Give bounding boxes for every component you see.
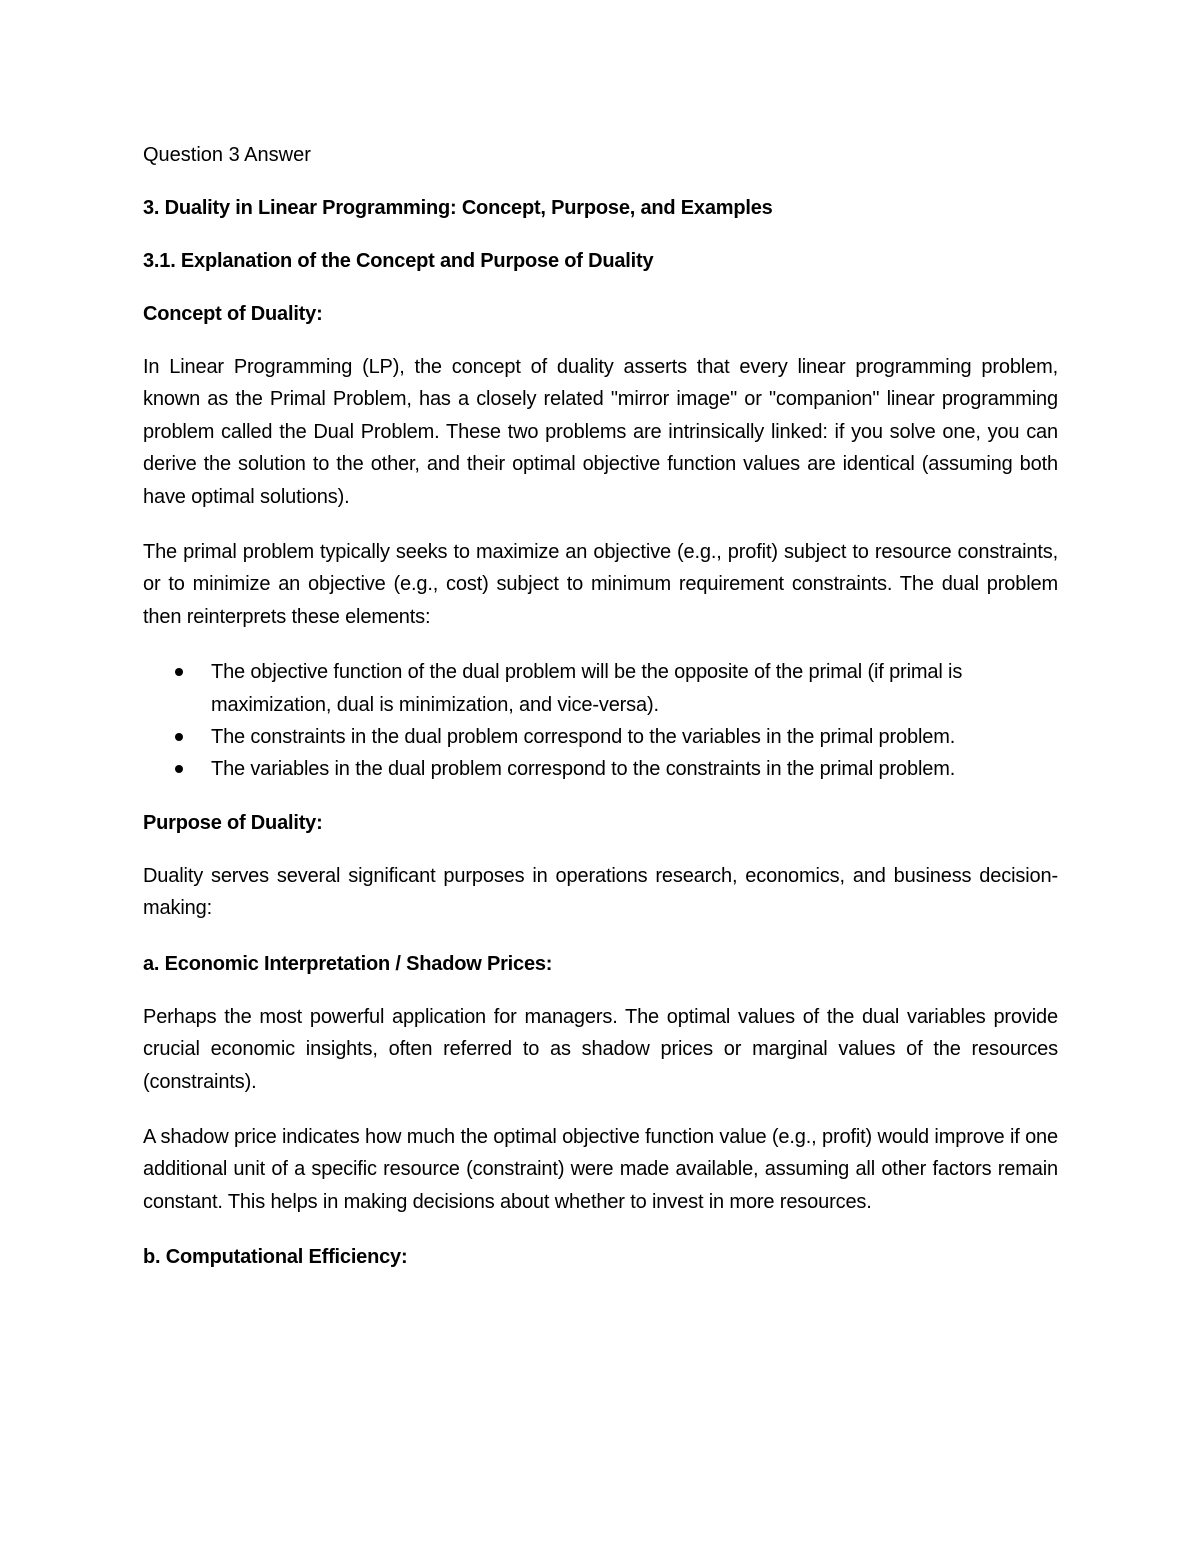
- list-item-text: The constraints in the dual problem correspond to the variables in the primal problem.: [211, 726, 956, 749]
- list-item-text: The objective function of the dual problem will be the opposite of the primal (if primal is maximization, dual is minimization, and vice-versa).: [211, 661, 963, 716]
- concept-heading: Concept of Duality:: [143, 303, 323, 325]
- bullet-icon: [175, 733, 183, 741]
- concept-paragraph-1: In Linear Programming (LP), the concept of duality asserts that every linear programming problem, known as the Primal Problem, has a closely related "mirror image" or "companion" linear programming problem called the Dual Problem. These two problems are intrinsically linked: if you solve one, you can derive the solution to the other, and their optimal objective function values are identical (assuming both have optimal solutions).: [143, 356, 1058, 508]
- list-item: [143, 721, 1058, 753]
- list-item: [143, 753, 1058, 785]
- purpose-paragraph: Duality serves several significant purposes in operations research, economics, and business decision-making:: [143, 864, 1058, 920]
- duality-bullet-list: [143, 656, 1058, 786]
- sub-a-paragraph-2: A shadow price indicates how much the optimal objective function value (e.g., profit) would improve if one additional unit of a specific resource (constraint) were made available, assuming all other factors remain constant. This helps in making decisions about whether to invest in more resources.: [143, 1125, 1058, 1213]
- sub-a-paragraph-1: Perhaps the most powerful application for managers. The optimal values of the dual variables provide crucial economic insights, often referred to as shadow prices or marginal values of the resources (constraints).: [143, 1005, 1058, 1093]
- purpose-heading: Purpose of Duality:: [143, 811, 323, 834]
- document-title: 3. Duality in Linear Programming: Concept, Purpose, and Examples: [143, 197, 773, 219]
- bullet-icon: [175, 668, 183, 676]
- concept-paragraph-2: The primal problem typically seeks to maximize an objective (e.g., profit) subject to resource constraints, or to minimize an objective (e.g., cost) subject to minimum requirement constraints. The dual problem then reinterprets these elements:: [143, 541, 1058, 628]
- section-heading: 3.1. Explanation of the Concept and Purpose of Duality: [143, 250, 654, 272]
- document-body: [143, 139, 1058, 1294]
- question-label: Question 3 Answer: [143, 144, 311, 166]
- list-item: [143, 656, 1058, 721]
- list-item-text: The variables in the dual problem correspond to the constraints in the primal problem.: [211, 758, 956, 781]
- sub-heading-a: a. Economic Interpretation / Shadow Prices:: [143, 952, 553, 975]
- sub-heading-b: b. Computational Efficiency:: [143, 1246, 408, 1269]
- bullet-icon: [175, 765, 183, 773]
